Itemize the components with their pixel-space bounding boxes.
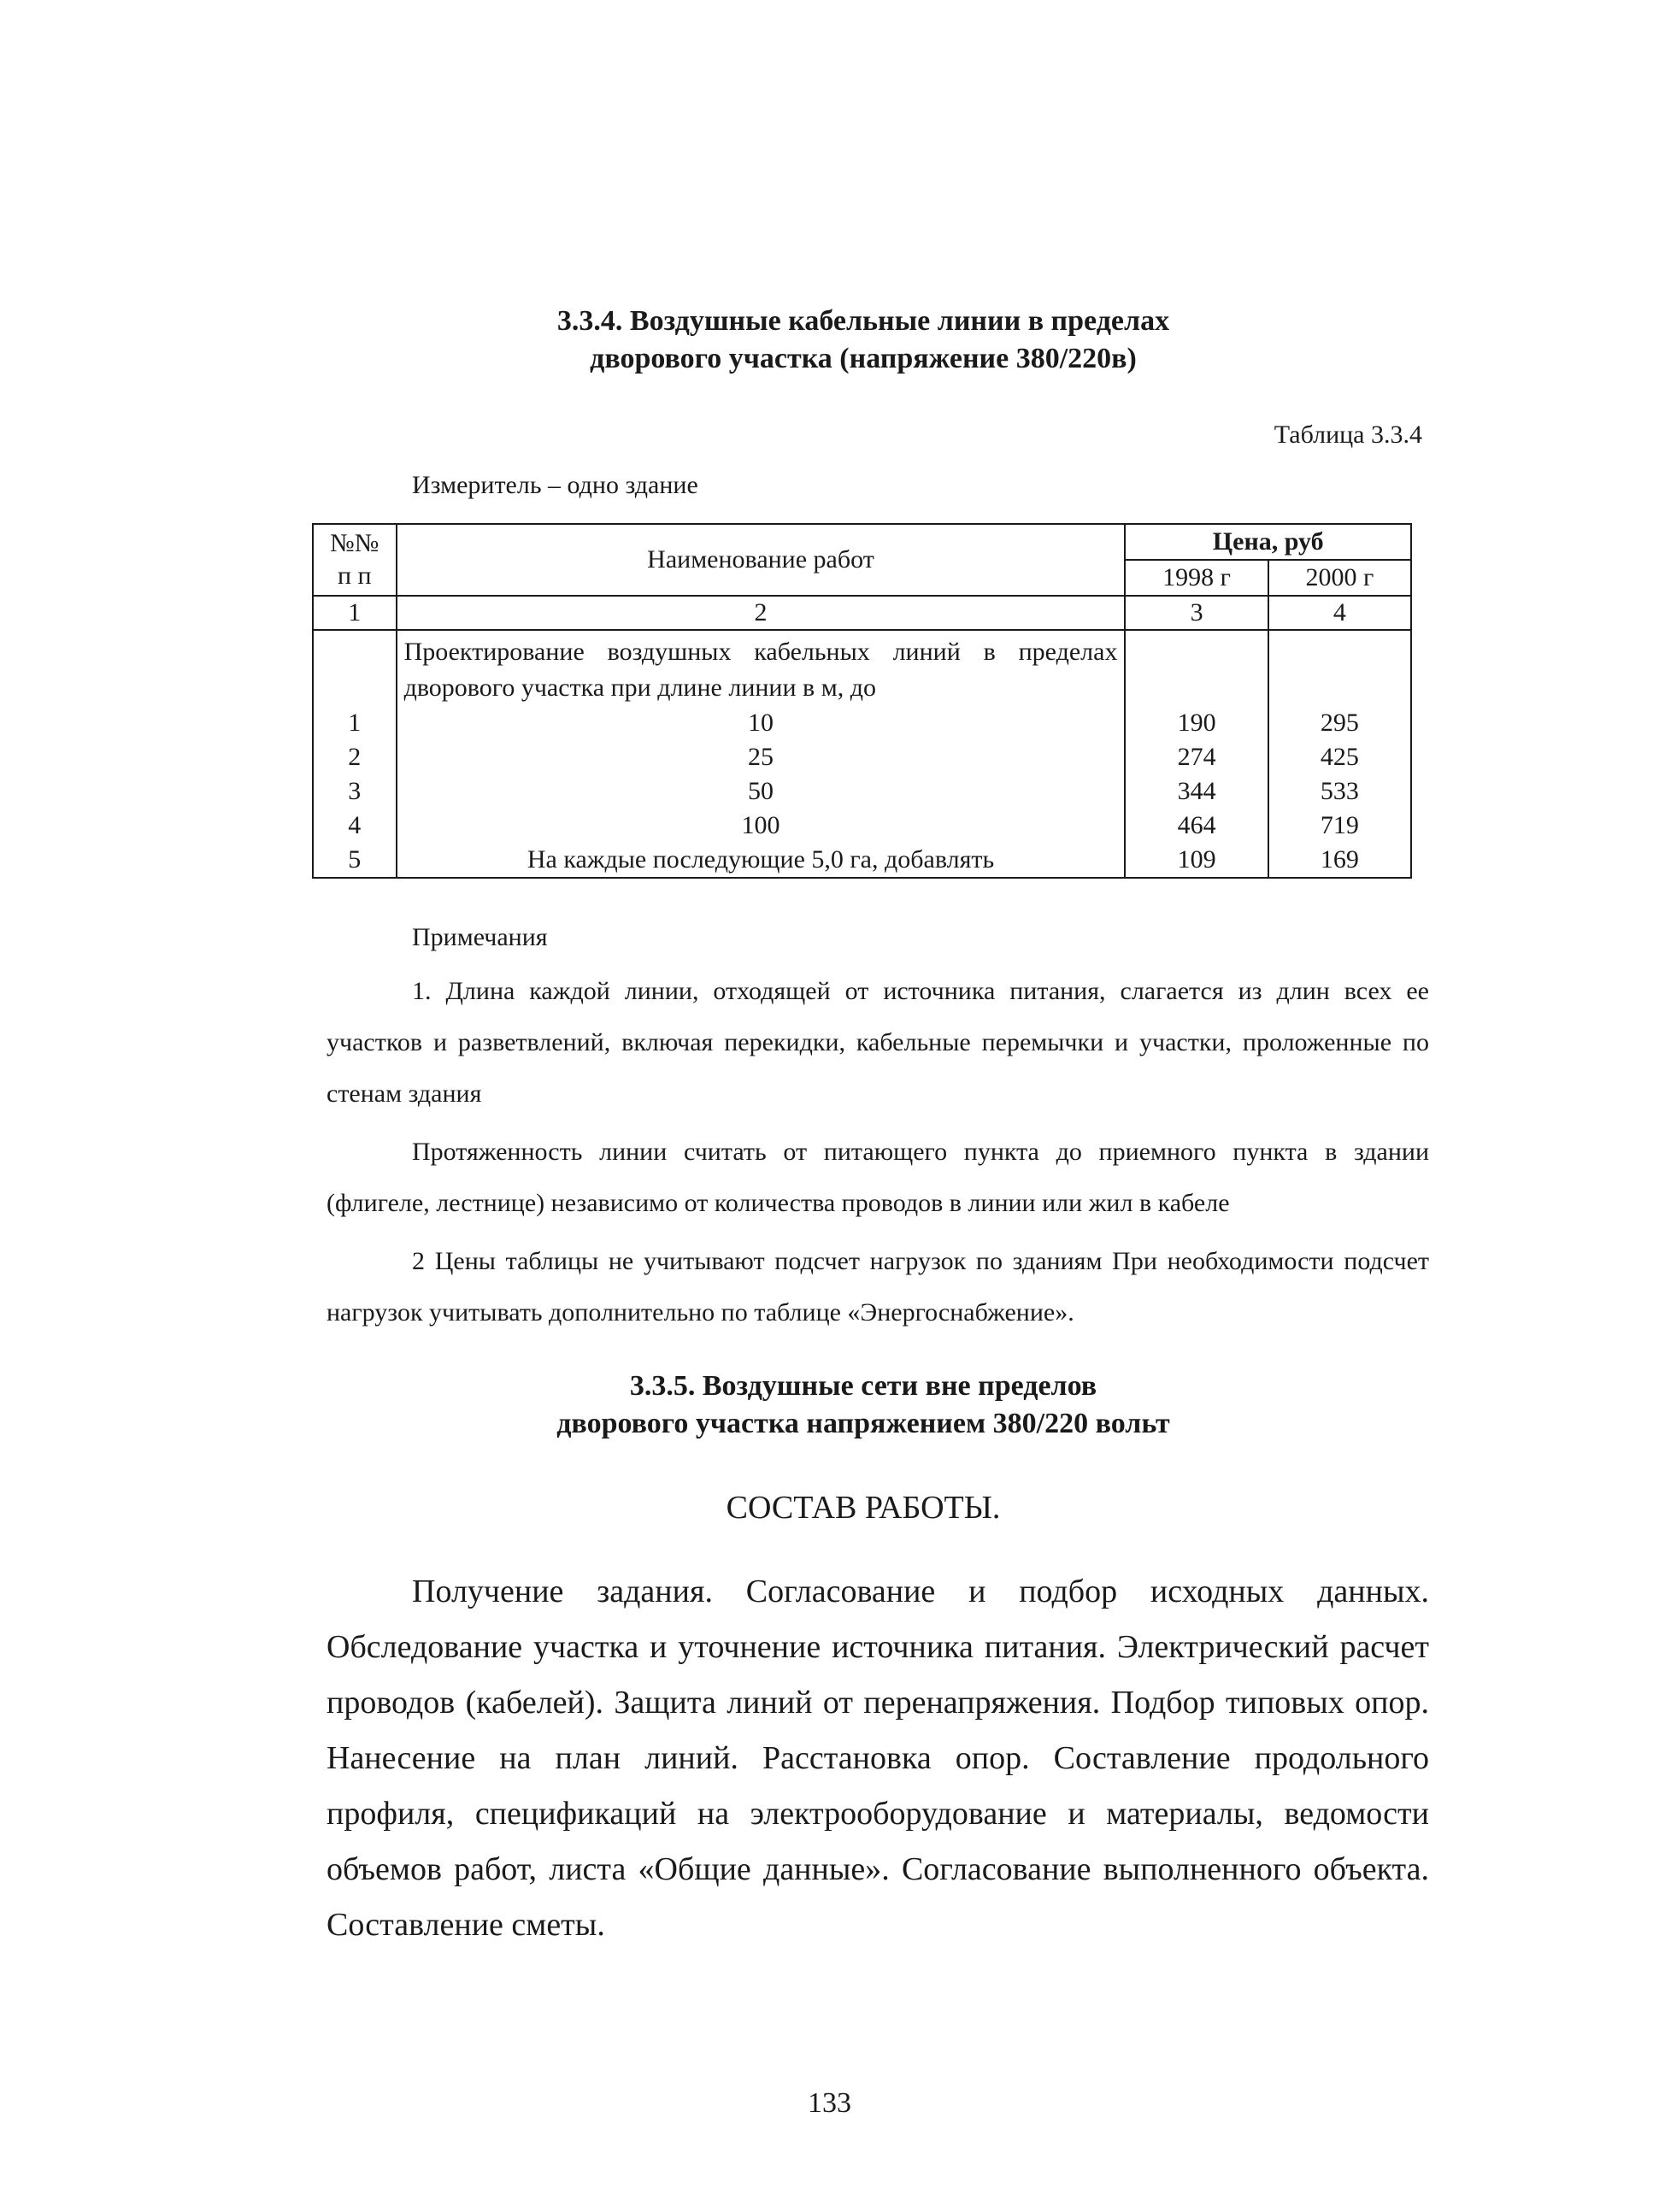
row-name: 10 xyxy=(397,706,1126,740)
row-price-2000: 169 xyxy=(1268,843,1411,878)
row-price-1998: 190 xyxy=(1125,706,1268,740)
table-row xyxy=(313,843,1411,878)
row-price-2000: 533 xyxy=(1268,774,1411,809)
work-composition-body xyxy=(327,1564,1429,1953)
table-row xyxy=(313,740,1411,774)
section-heading-334-line1: 3.3.4. Воздушные кабельные линии в пределах xyxy=(556,305,1170,337)
row-num: 4 xyxy=(313,809,397,843)
body-paragraph: Получение задания. Согласование и подбор исходных данных. Обследование участка и уточнение источника питания. Электрический расчет проводов (кабелей). Защита линий от перенапряжения. Подбор типовых опор. Нанесение на план линий. Расстановка опор. Составление продольного профиля, спецификаций на электрооборудование и материалы, ведомости объемов работ, листа «Общие данные». Согласование выполненного объекта. Составление сметы. xyxy=(327,1574,1429,1943)
note-paragraph: 1. Длина каждой линии, отходящей от источника питания, слагается из длин всех ее участков и разветвлений, включая перекидки, кабельные перемычки и участки, проложенные по стенам здания xyxy=(327,977,1429,1108)
row-num: 2 xyxy=(313,740,397,774)
column-number: 1 xyxy=(313,596,397,630)
header-price: Цена, руб xyxy=(1125,524,1411,560)
row-price-1998: 464 xyxy=(1125,809,1268,843)
section-heading-335-line2: дворового участка напряжением 380/220 вольт xyxy=(556,1408,1170,1439)
column-number: 3 xyxy=(1125,596,1268,630)
header-year-2000: 2000 г xyxy=(1268,560,1411,596)
row-num: 5 xyxy=(313,843,397,878)
intro-text: Проектирование воздушных кабельных линий в пределах дворового участка при длине линии в м, до xyxy=(397,630,1126,706)
table-label: Таблица 3.3.4 xyxy=(1274,421,1422,449)
price-table xyxy=(312,523,1412,879)
section-heading-334 xyxy=(308,303,1419,378)
note-paragraph: Протяженность линии считать от питающего пункта до приемного пункта в здании (флигеле, лестнице) независимо от количества проводов в линии или жил в кабеле xyxy=(327,1138,1429,1217)
note-paragraph: 2 Цены таблицы не учитывают подсчет нагрузок по зданиям При необходимости подсчет нагрузок учитывать дополнительно по таблице «Энергоснабжение». xyxy=(327,1247,1429,1327)
column-number: 4 xyxy=(1268,596,1411,630)
header-name: Наименование работ xyxy=(397,524,1126,596)
row-name: На каждые последующие 5,0 га, добавлять xyxy=(397,843,1126,878)
row-name: 25 xyxy=(397,740,1126,774)
section-heading-335-line1: 3.3.5. Воздушные сети вне пределов xyxy=(629,1370,1097,1402)
table-row xyxy=(313,774,1411,809)
page-number: 133 xyxy=(808,2087,851,2119)
row-name: 50 xyxy=(397,774,1126,809)
column-number: 2 xyxy=(397,596,1126,630)
section-heading-334-line2: дворового участка (напряжение 380/220в) xyxy=(590,343,1137,374)
unit-label: Измеритель – одно здание xyxy=(412,471,698,499)
section-heading-335 xyxy=(308,1368,1419,1443)
table-row xyxy=(313,706,1411,740)
row-price-2000: 425 xyxy=(1268,740,1411,774)
row-num: 3 xyxy=(313,774,397,809)
work-composition-heading: СОСТАВ РАБОТЫ. xyxy=(726,1490,1001,1526)
row-price-2000: 719 xyxy=(1268,809,1411,843)
row-price-1998: 274 xyxy=(1125,740,1268,774)
notes-block xyxy=(327,966,1429,1345)
row-price-2000: 295 xyxy=(1268,706,1411,740)
header-year-1998: 1998 г xyxy=(1125,560,1268,596)
row-name: 100 xyxy=(397,809,1126,843)
row-num: 1 xyxy=(313,706,397,740)
header-num: №№ п п xyxy=(313,524,397,596)
table-row-intro xyxy=(313,630,1411,706)
table-row xyxy=(313,809,1411,843)
row-price-1998: 344 xyxy=(1125,774,1268,809)
row-price-1998: 109 xyxy=(1125,843,1268,878)
notes-title: Примечания xyxy=(412,923,548,951)
